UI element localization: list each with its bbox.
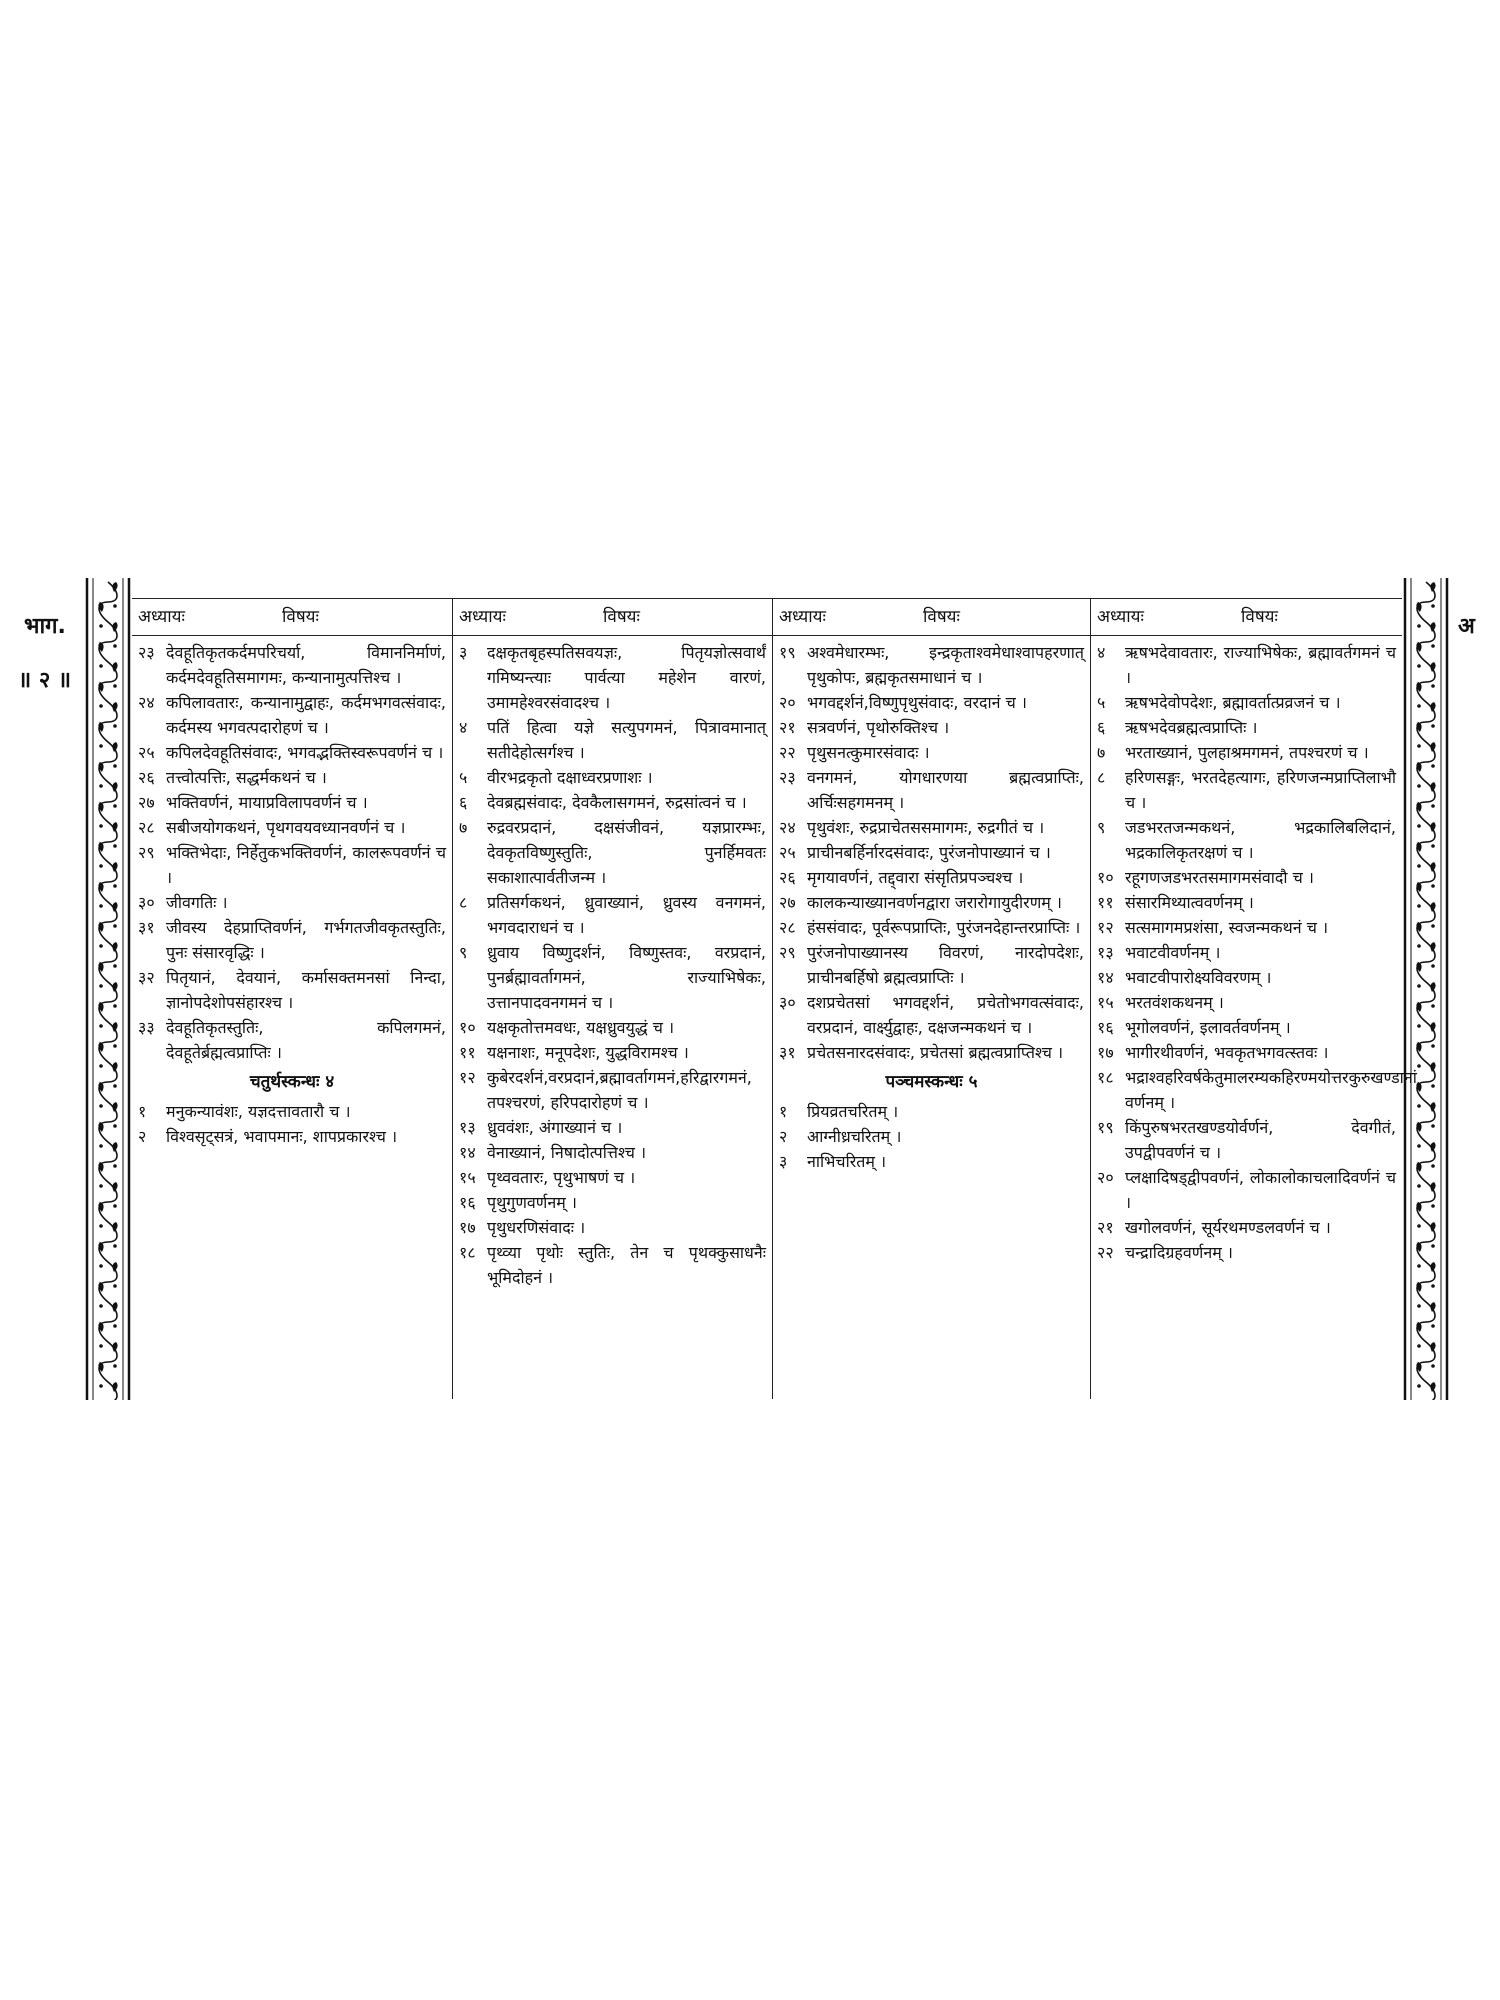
index-entry	[459, 715, 766, 765]
chapter-number: ९	[459, 943, 468, 962]
chapter-subject: जीवगतिः ।	[166, 893, 228, 912]
chapter-subject: देवब्रह्मसंवादः, देवकैलासगमनं, रुद्रसांत्वनं च ।	[487, 793, 747, 812]
chapter-number: २७	[138, 793, 155, 812]
chapter-subject: हंससंवादः, पूर्वरूपप्राप्तिः, पुरंजनदेहान्तरप्राप्तिः ।	[807, 918, 1081, 937]
chapter-subject: संसारमिथ्यात्ववर्णनम् ।	[1125, 893, 1254, 912]
chapter-subject: मृगयावर्णनं, तद्द्वारा संसृतिप्रपञ्चश्च ।	[807, 868, 1024, 887]
chapter-number: ८	[1097, 768, 1106, 787]
chapter-number: १८	[459, 1243, 476, 1262]
index-entry	[1097, 715, 1396, 740]
chapter-subject: ऋषभदेवावतारः, राज्याभिषेकः, ब्रह्मावर्तगमनं च ।	[1125, 643, 1396, 687]
right-margin-mark: अ	[1458, 614, 1475, 639]
index-entry	[459, 1215, 766, 1240]
chapter-subject: रहूगणजडभरतसमागमसंवादौ च ।	[1125, 868, 1314, 887]
index-entry	[779, 940, 1084, 990]
index-entry	[138, 815, 446, 840]
chapter-number: ६	[459, 793, 468, 812]
index-entry	[779, 990, 1084, 1040]
index-entry	[138, 690, 446, 740]
adhyaya-header: अध्यायः	[459, 607, 506, 627]
chapter-number: ७	[1097, 743, 1106, 762]
index-entry	[1097, 815, 1396, 865]
index-entry	[138, 640, 446, 690]
index-entry	[1097, 990, 1396, 1015]
entries-list	[132, 636, 452, 1149]
chapter-subject: भद्राश्वहरिवर्षकेतुमालरम्यकहिरण्मयोत्तरकुरुखण्डानां वर्णनम् ।	[1125, 1068, 1417, 1112]
chapter-subject: वनगमनं, योगधारणया ब्रह्मत्वप्राप्तिः, अर्चिःसहगमनम् ।	[807, 768, 1084, 812]
chapter-subject: कपिलावतारः, कन्यानामुद्वाहः, कर्दमभगवत्संवादः, कर्दमस्य भगवत्पदारोहणं च ।	[166, 693, 446, 737]
chapter-number: २०	[779, 693, 796, 712]
index-entry	[1097, 690, 1396, 715]
index-entry	[1097, 1065, 1417, 1115]
chapter-number: २१	[779, 718, 796, 737]
column-header	[1091, 599, 1402, 636]
index-entry	[459, 890, 766, 940]
index-entry	[1097, 1115, 1396, 1165]
chapter-number: १३	[459, 1118, 476, 1137]
chapter-subject: रुद्रवरप्रदानं, दक्षसंजीवनं, यज्ञप्रारम्भः, देवकृतविष्णुस्तुतिः, पुनर्हिमवतः सकाशात्पार्वतीजन्म ।	[487, 818, 766, 887]
chapter-subject: ऋषभदेवब्रह्मत्वप्राप्तिः ।	[1125, 718, 1258, 737]
index-entry	[779, 765, 1084, 815]
chapter-subject: पतिं हित्वा यज्ञे सत्युपगमनं, पित्रावमानात् सतीदेहोत्सर्गश्च ।	[487, 718, 766, 762]
chapter-number: २३	[138, 643, 155, 662]
index-entry	[779, 890, 1084, 915]
index-entry	[459, 1040, 766, 1065]
chapter-subject: जडभरतजन्मकथनं, भद्रकालिबलिदानं, भद्रकालिकृतरक्षणं च ।	[1125, 818, 1396, 862]
index-entry	[138, 740, 446, 765]
entries-list	[773, 636, 1090, 1174]
chapter-subject: ऋषभदेवोपदेशः, ब्रह्मावर्तात्प्रव्रजनं च ।	[1125, 693, 1341, 712]
chapter-subject: दक्षकृतबृहस्पतिसवयज्ञः, पितृयज्ञोत्सवार्थं गमिष्यन्त्याः पार्वत्या महेशेन वारणं, उमामहेश्वरसंवादश्च ।	[487, 643, 766, 712]
chapter-subject: देवहूतिकृतस्तुतिः, कपिलगमनं, देवहूतेर्ब्रह्मत्वप्राप्तिः ।	[166, 1018, 446, 1062]
index-column	[1090, 599, 1417, 1399]
chapter-subject: किंपुरुषभरतखण्डयोर्वर्णनं, देवगीतं, उपद्वीपवर्णनं च ।	[1125, 1118, 1396, 1162]
chapter-subject: पुरंजनोपाख्यानस्य विवरणं, नारदोपदेशः, प्राचीनबर्हिषो ब्रह्मत्वप्राप्तिः ।	[807, 943, 1084, 987]
chapter-number: ५	[459, 768, 468, 787]
index-entry	[1097, 1240, 1396, 1265]
entries-list	[453, 636, 772, 1290]
chapter-subject: वीरभद्रकृतो दक्षाध्वरप्रणाशः ।	[487, 768, 653, 787]
vine-ornament-icon	[84, 578, 132, 1400]
index-entry	[1097, 890, 1396, 915]
index-entry	[779, 1149, 1084, 1174]
chapter-subject: चन्द्रादिग्रहवर्णनम् ।	[1125, 1243, 1233, 1262]
index-entry	[459, 1190, 766, 1215]
chapter-number: ३०	[779, 993, 796, 1012]
chapter-subject: भरतवंशकथनम् ।	[1125, 993, 1224, 1012]
chapter-number: १८	[1097, 1068, 1114, 1087]
chapter-number: २६	[138, 768, 155, 787]
chapter-subject: प्रचेतसनारदसंवादः, प्रचेतसां ब्रह्मत्वप्राप्तिश्च ।	[807, 1043, 1064, 1062]
chapter-subject: वेनाख्यानं, निषादोत्पत्तिश्च ।	[487, 1143, 647, 1162]
chapter-number: १२	[459, 1068, 476, 1087]
chapter-subject: पितृयानं, देवयानं, कर्मासक्तमनसां निन्दा, ज्ञानोपदेशोपसंहारश्च ।	[166, 968, 446, 1012]
adhyaya-header: अध्यायः	[1097, 607, 1144, 627]
chapter-subject: प्रियव्रतचरितम् ।	[807, 1102, 899, 1121]
index-entry	[1097, 1165, 1396, 1215]
chapter-number: १	[138, 1102, 147, 1121]
index-entry	[779, 690, 1084, 715]
chapter-subject: विश्वसृट्सत्रं, भवापमानः, शापप्रकारश्च ।	[166, 1127, 398, 1146]
chapter-subject: देवहूतिकृतकर्दमपरिचर्या, विमाननिर्माणं, कर्दमदेवहूतिसमागमः, कन्यानामुत्पत्तिश्च ।	[166, 643, 446, 687]
chapter-subject: भवाटवीपारोक्ष्यविवरणम् ।	[1125, 968, 1272, 987]
chapter-number: १९	[1097, 1118, 1114, 1137]
chapter-number: ६	[1097, 718, 1106, 737]
chapter-subject: पृथुगुणवर्णनम् ।	[487, 1193, 577, 1212]
chapter-subject: भूगोलवर्णनं, इलावर्तवर्णनम् ।	[1125, 1018, 1291, 1037]
chapter-number: ३२	[138, 968, 155, 987]
index-entry	[138, 840, 446, 890]
index-table	[132, 598, 1417, 1399]
skandha-heading: चतुर्थस्कन्धः ४	[249, 1072, 335, 1092]
chapter-number: ५	[1097, 693, 1106, 712]
index-entry	[138, 1099, 446, 1124]
chapter-number: ३०	[138, 893, 155, 912]
adhyaya-header: अध्यायः	[138, 607, 185, 627]
chapter-number: ३	[779, 1152, 788, 1171]
index-entry	[138, 890, 446, 915]
index-entry	[1097, 865, 1396, 890]
chapter-number: २	[779, 1127, 788, 1146]
chapter-subject: अश्वमेधारम्भः, इन्द्रकृताश्वमेधाश्वापहरणात् पृथुकोपः, ब्रह्मकृतसमाधानं च ।	[807, 643, 1084, 687]
chapter-number: २१	[1097, 1218, 1114, 1237]
chapter-subject: सत्समागमप्रशंसा, स्वजन्मकथनं च ।	[1125, 918, 1329, 937]
chapter-number: २२	[1097, 1243, 1114, 1262]
chapter-subject: तत्त्वोत्पत्तिः, सद्धर्मकथनं च ।	[166, 768, 327, 787]
chapter-subject: प्राचीनबर्हिर्नारदसंवादः, पुरंजनोपाख्यानं च ।	[807, 843, 1051, 862]
chapter-subject: पृथुसनत्कुमारसंवादः ।	[807, 743, 930, 762]
chapter-subject: खगोलवर्णनं, सूर्यरथमण्डलवर्णनं च ।	[1125, 1218, 1331, 1237]
chapter-subject: आग्नीध्रचरितम् ।	[807, 1127, 902, 1146]
chapter-number: ११	[459, 1043, 476, 1062]
index-entry	[459, 1240, 766, 1290]
chapter-number: ३१	[779, 1043, 796, 1062]
chapter-number: २२	[779, 743, 796, 762]
index-entry	[779, 815, 1084, 840]
chapter-subject: सबीजयोगकथनं, पृथगवयवध्यानवर्णनं च ।	[166, 818, 406, 837]
chapter-number: १	[779, 1102, 788, 1121]
chapter-number: ३३	[138, 1018, 155, 1037]
chapter-number: २८	[779, 918, 796, 937]
index-entry	[779, 1124, 1084, 1149]
chapter-subject: ध्रुवाय विष्णुदर्शनं, विष्णुस्तवः, वरप्रदानं, पुनर्ब्रह्मावर्तागमनं, राज्याभिषेकः, उत्तानपादवनगमनं च ।	[487, 943, 766, 1012]
chapter-number: १६	[459, 1193, 476, 1212]
index-entry	[138, 1015, 446, 1065]
index-entry	[459, 1065, 766, 1115]
chapter-number: २९	[779, 943, 796, 962]
chapter-number: २६	[779, 868, 796, 887]
adhyaya-header: अध्यायः	[779, 607, 826, 627]
part-number: ॥ २ ॥	[18, 668, 72, 693]
column-header	[453, 599, 772, 636]
chapter-number: १४	[459, 1143, 476, 1162]
chapter-subject: यक्षकृतोत्तमवधः, यक्षध्रुवयुद्धं च ।	[487, 1018, 675, 1037]
chapter-number: ३१	[138, 918, 155, 937]
vishaya-header: विषयः	[1241, 607, 1278, 627]
chapter-number: १४	[1097, 968, 1114, 987]
chapter-subject: ध्रुववंशः, अंगाख्यानं च ।	[487, 1118, 623, 1137]
index-entry	[779, 640, 1084, 690]
index-entry	[138, 1124, 446, 1149]
chapter-number: ८	[459, 893, 468, 912]
index-entry	[459, 1165, 766, 1190]
index-entry	[779, 915, 1084, 940]
index-column	[772, 599, 1090, 1399]
chapter-subject: नाभिचरितम् ।	[807, 1152, 887, 1171]
index-entry	[459, 790, 766, 815]
chapter-subject: भवाटवीवर्णनम् ।	[1125, 943, 1221, 962]
index-entry	[459, 640, 766, 715]
chapter-number: २३	[779, 768, 796, 787]
chapter-number: १०	[1097, 868, 1114, 887]
chapter-number: २७	[779, 893, 796, 912]
chapter-number: १९	[779, 643, 796, 662]
chapter-subject: पृथुवंशः, रुद्रप्राचेतससमागमः, रुद्रगीतं च ।	[807, 818, 1045, 837]
chapter-subject: भक्तिभेदाः, निर्हेतुकभक्तिवर्णनं, कालरूपवर्णनं च ।	[166, 843, 446, 887]
vine-ornament-icon	[1402, 578, 1450, 1400]
bhaga-label: भाग.	[24, 614, 66, 639]
chapter-number: १७	[1097, 1043, 1114, 1062]
vishaya-header: विषयः	[603, 607, 640, 627]
chapter-number: २४	[138, 693, 155, 712]
index-column	[132, 599, 452, 1399]
index-entry	[1097, 640, 1396, 690]
skandha-heading: पञ्चमस्कन्धः ५	[885, 1072, 978, 1092]
index-entry	[779, 1099, 1084, 1124]
vishaya-header: विषयः	[282, 607, 319, 627]
chapter-subject: मनुकन्यावंशः, यज्ञदत्तावतारौ च ।	[166, 1102, 351, 1121]
index-entry	[779, 740, 1084, 765]
chapter-subject: कालकन्याख्यानवर्णनद्वारा जरारोगायुदीरणम् ।	[807, 893, 1062, 912]
chapter-number: ४	[1097, 643, 1106, 662]
chapter-number: ७	[459, 818, 468, 837]
chapter-number: २	[138, 1127, 147, 1146]
index-entry	[459, 815, 766, 890]
chapter-subject: पृथ्व्या पृथोः स्तुतिः, तेन च पृथक्कुसाधनैः भूमिदोहनं ।	[487, 1243, 766, 1287]
chapter-number: २०	[1097, 1168, 1114, 1187]
chapter-subject: भक्तिवर्णनं, मायाप्रविलापवर्णनं च ।	[166, 793, 368, 812]
chapter-number: ११	[1097, 893, 1114, 912]
chapter-subject: दशप्रचेतसां भगवद्दर्शनं, प्रचेतोभगवत्संवादः, वरप्रदानं, वार्क्ष्युद्वाहः, दक्षजन्मकथनं च ।	[807, 993, 1084, 1037]
index-entry	[779, 715, 1084, 740]
index-entry	[779, 865, 1084, 890]
chapter-number: २५	[138, 743, 155, 762]
index-entry	[459, 765, 766, 790]
index-entry	[138, 915, 446, 965]
entries-list	[1091, 636, 1417, 1265]
chapter-number: १५	[459, 1168, 476, 1187]
left-ornamental-border	[84, 578, 132, 1400]
index-entry	[459, 940, 766, 1015]
index-entry	[138, 765, 446, 790]
chapter-subject: पृथुधरणिसंवादः ।	[487, 1218, 586, 1237]
chapter-subject: सत्रवर्णनं, पृथोरुक्तिश्च ।	[807, 718, 950, 737]
right-ornamental-border	[1402, 578, 1450, 1400]
chapter-subject: प्लक्षादिषड्द्वीपवर्णनं, लोकालोकाचलादिवर्णनं च ।	[1125, 1168, 1396, 1212]
chapter-number: १२	[1097, 918, 1114, 937]
chapter-number: १०	[459, 1018, 476, 1037]
index-entry	[459, 1115, 766, 1140]
chapter-number: २८	[138, 818, 155, 837]
index-entry	[779, 840, 1084, 865]
chapter-subject: पृथ्ववतारः, पृथुभाषणं च ।	[487, 1168, 636, 1187]
index-entry	[1097, 740, 1396, 765]
column-header	[132, 599, 452, 636]
index-entry	[1097, 965, 1396, 990]
chapter-subject: कुबेरदर्शनं,वरप्रदानं,ब्रह्मावर्तागमनं,हरिद्वारगमनं, तपश्चरणं, हरिपदारोहणं च ।	[487, 1068, 752, 1112]
chapter-subject: भगवद्दर्शनं,विष्णुपृथुसंवादः, वरदानं च ।	[807, 693, 1027, 712]
index-entry	[1097, 940, 1396, 965]
chapter-number: २५	[779, 843, 796, 862]
index-entry	[138, 790, 446, 815]
chapter-number: १७	[459, 1218, 476, 1237]
index-entry	[1097, 765, 1396, 815]
chapter-number: १६	[1097, 1018, 1114, 1037]
chapter-number: ३	[459, 643, 468, 662]
index-entry	[1097, 1040, 1396, 1065]
index-entry	[459, 1140, 766, 1165]
vishaya-header: विषयः	[923, 607, 960, 627]
index-entry	[138, 965, 446, 1015]
chapter-number: ४	[459, 718, 468, 737]
index-entry	[1097, 915, 1396, 940]
index-entry	[459, 1015, 766, 1040]
chapter-number: २४	[779, 818, 796, 837]
chapter-number: १५	[1097, 993, 1114, 1012]
chapter-subject: जीवस्य देहप्राप्तिवर्णनं, गर्भगतजीवकृतस्तुतिः, पुनः संसारवृद्धिः ।	[166, 918, 446, 962]
chapter-subject: कपिलदेवहूतिसंवादः, भगवद्भक्तिस्वरूपवर्णनं च ।	[166, 743, 444, 762]
chapter-number: १३	[1097, 943, 1114, 962]
index-entry	[779, 1040, 1084, 1065]
chapter-subject: प्रतिसर्गकथनं, ध्रुवाख्यानं, ध्रुवस्य वनगमनं, भगवदाराधनं च ।	[487, 893, 766, 937]
index-column	[452, 599, 772, 1399]
chapter-subject: यक्षनाशः, मनूपदेशः, युद्धविरामश्च ।	[487, 1043, 689, 1062]
index-entry	[1097, 1015, 1396, 1040]
chapter-subject: हरिणसङ्गः, भरतदेहत्यागः, हरिणजन्मप्राप्तिलाभौ च ।	[1125, 768, 1396, 812]
chapter-number: ९	[1097, 818, 1106, 837]
chapter-number: २९	[138, 843, 155, 862]
index-entry	[1097, 1215, 1396, 1240]
chapter-subject: भरताख्यानं, पुलहाश्रमगमनं, तपश्चरणं च ।	[1125, 743, 1369, 762]
column-header	[773, 599, 1090, 636]
chapter-subject: भागीरथीवर्णनं, भवकृतभगवत्स्तवः ।	[1125, 1043, 1329, 1062]
